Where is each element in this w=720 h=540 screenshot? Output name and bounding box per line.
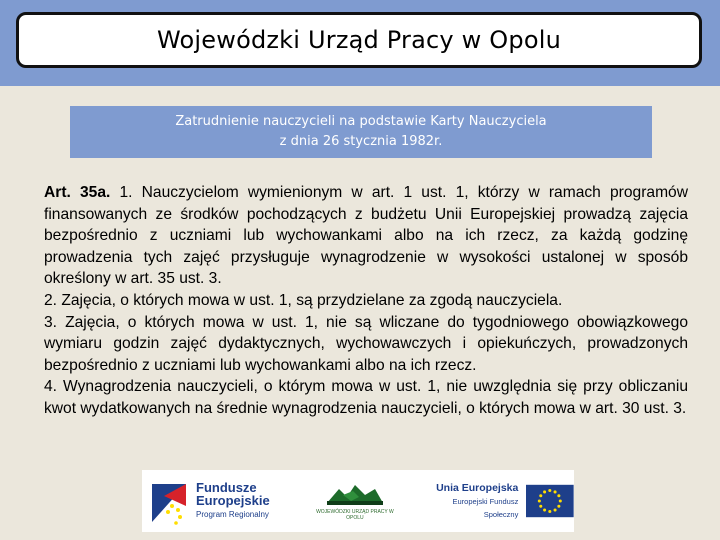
wup-caption: WOJEWÓDZKI URZĄD PRACY W OPOLU xyxy=(316,509,394,521)
article-paragraph-4: 4. Wynagrodzenia nauczycieli, o którym mowa w ust. 1, nie uwzględnia się przy obliczaniu kwot wydatkowanych na średnie wynagrodzenia nauczycieli, o których mowa w art. 30 ust. 3. xyxy=(44,378,688,417)
article-body xyxy=(44,182,688,420)
article-label: Art. 35a. xyxy=(44,184,111,201)
fundusze-europejskie-icon xyxy=(148,476,190,526)
fundusze-europejskie-logo xyxy=(148,476,293,526)
wup-emblem-icon xyxy=(325,481,385,507)
ue-line-1: Unia Europejska xyxy=(436,481,519,494)
article-paragraph-1 xyxy=(44,182,688,290)
fe-line-3: Program Regionalny xyxy=(196,510,269,519)
page-title: Wojewódzki Urząd Pracy w Opolu xyxy=(157,26,561,54)
subtitle-line-2: z dnia 26 stycznia 1982r. xyxy=(279,134,443,149)
subtitle-banner xyxy=(70,106,652,158)
article-paragraph-1-text: 1. Nauczycielom wymienionym w art. 1 ust. 1, którzy w ramach programów finansowanych ze środków pochodzących z budżetu Unii Europejskiej prowadzą zajęcia bezpośrednio z uczniami lub wychowankami albo na ich rzecz, za każdą godzinę prowadzenia tych zajęć przysługuje wynagrodzenie w wysokości ustalonej w sposób określony w art. 35 ust. 3. xyxy=(44,184,688,288)
wup-opole-logo xyxy=(307,481,403,521)
article-paragraph-3: 3. Zajęcia, o których mowa w ust. 1, nie są wliczane do tygodniowego obowiązkowego wymiaru godzin zajęć dydaktycznych, wychowawczych i opiekuńczych, prowadzonych bezpośrednio z uczniami lub wychowankami albo na ich rzecz. xyxy=(44,313,688,374)
article-paragraph-2: 2. Zajęcia, o których mowa w ust. 1, są przydzielane za zgodą nauczyciela. xyxy=(44,291,563,309)
fe-line-2: Europejskie xyxy=(196,493,270,508)
fe-line-1: Fundusze xyxy=(196,480,257,495)
eu-flag-icon xyxy=(526,484,574,518)
ue-line-2: Europejski Fundusz Społeczny xyxy=(452,496,519,519)
unia-europejska-logo xyxy=(421,482,574,521)
subtitle-line-1: Zatrudnienie nauczycieli na podstawie Karty Nauczyciela xyxy=(175,114,547,129)
title-box xyxy=(16,12,702,68)
funding-logos-strip xyxy=(142,470,574,532)
